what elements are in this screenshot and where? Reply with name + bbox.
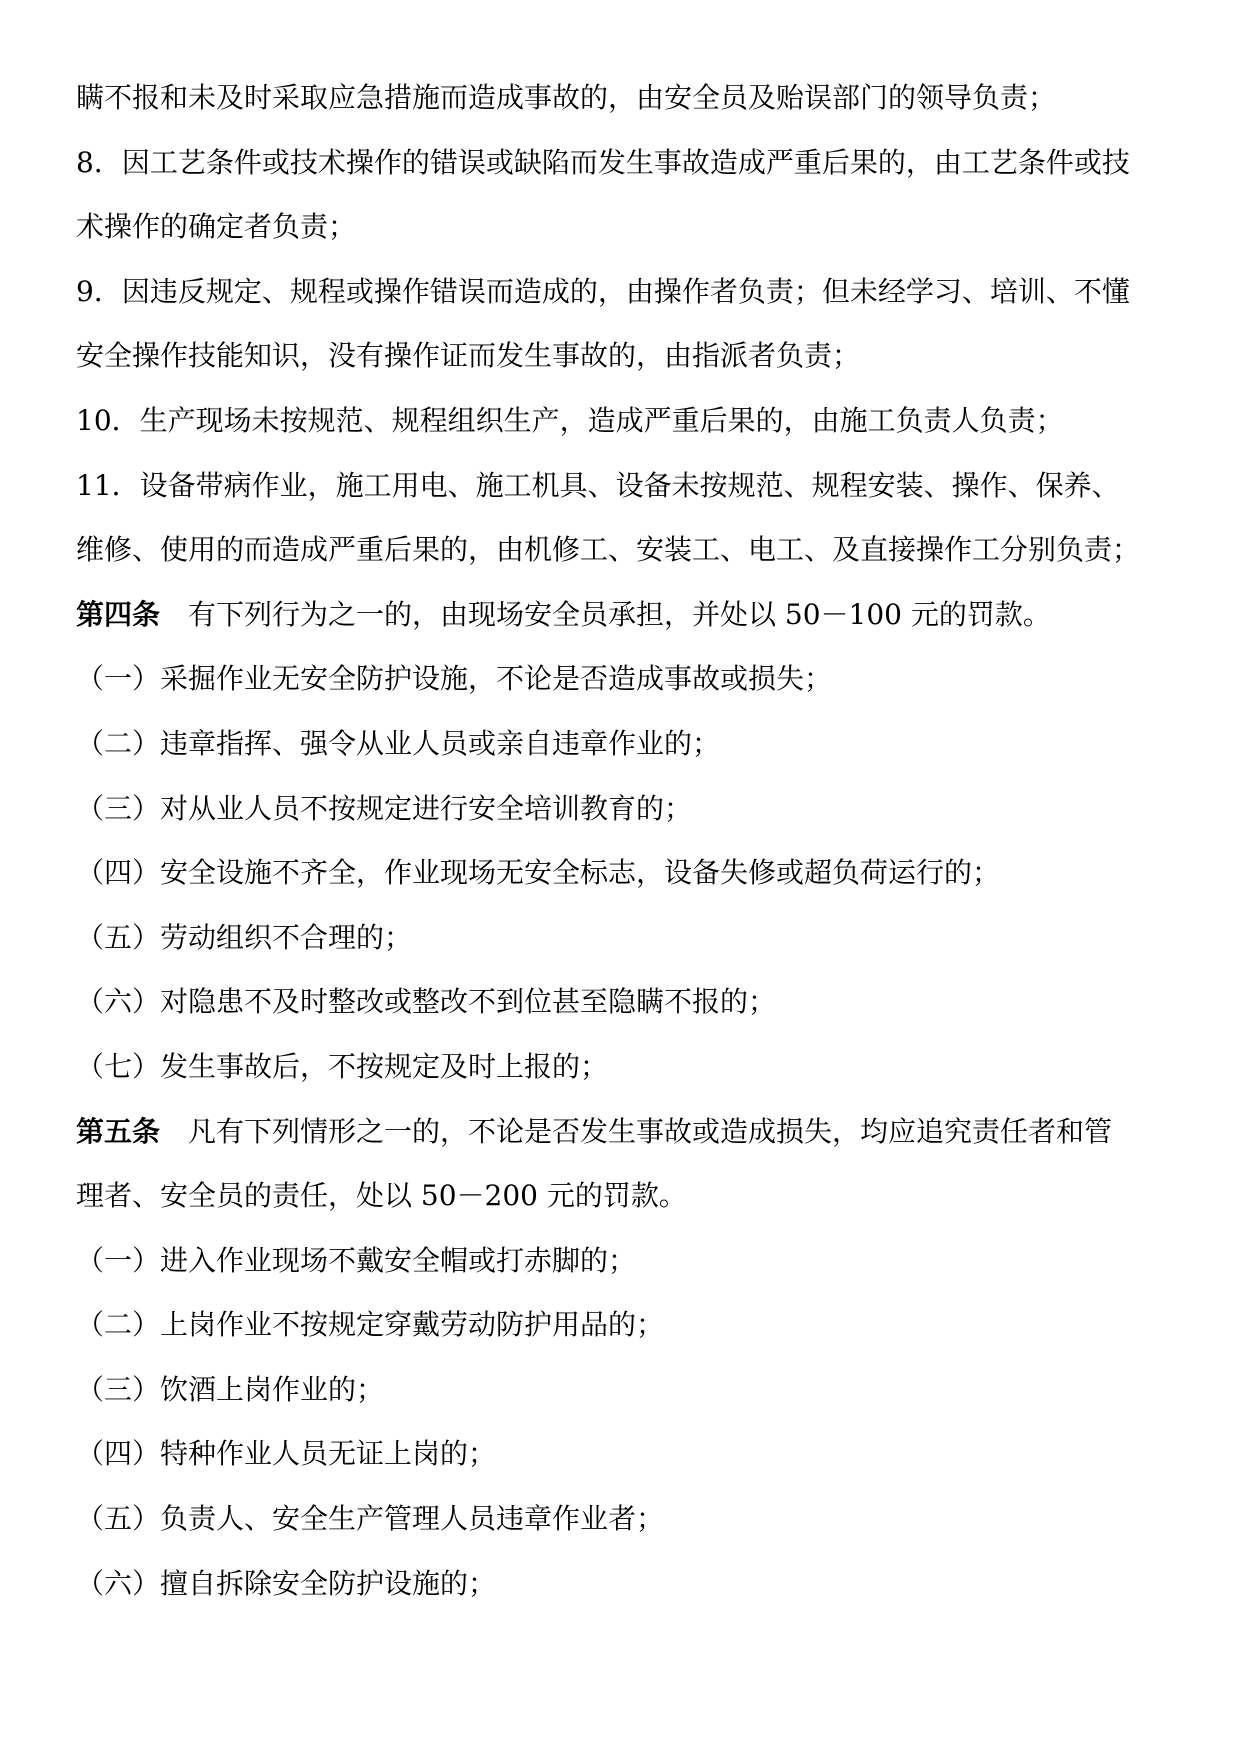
line-text: 术操作的确定者负责； xyxy=(76,210,357,244)
list-item xyxy=(76,1552,1166,1617)
line-text: （三）对从业人员不按规定进行安全培训教育的； xyxy=(76,791,693,825)
line-text: （四）特种作业人员无证上岗的； xyxy=(76,1437,497,1471)
text-line xyxy=(76,518,1166,583)
line-text: （一）进入作业现场不戴安全帽或打赤脚的； xyxy=(76,1243,637,1277)
text-line xyxy=(76,454,1166,519)
text-line xyxy=(76,260,1166,325)
text-line xyxy=(76,195,1166,260)
document-page xyxy=(76,66,1166,1616)
list-item xyxy=(76,841,1166,906)
article-heading-line xyxy=(76,1100,1166,1165)
line-text: 11．设备带病作业，施工用电、施工机具、设备未按规范、规程安装、操作、保养、 xyxy=(76,468,1120,502)
line-text: （二）上岗作业不按规定穿戴劳动防护用品的； xyxy=(76,1308,665,1342)
line-text: 8．因工艺条件或技术操作的错误或缺陷而发生事故造成严重后果的，由工艺条件或技 xyxy=(76,145,1130,179)
line-text: （二）违章指挥、强令从业人员或亲自违章作业的； xyxy=(76,726,721,760)
article-heading-line xyxy=(76,583,1166,648)
line-text: （五）劳动组织不合理的； xyxy=(76,920,413,954)
line-text: 瞒不报和未及时采取应急措施而造成事故的，由安全员及贻误部门的领导负责； xyxy=(76,81,1057,114)
list-item xyxy=(76,712,1166,777)
text-line xyxy=(76,1164,1166,1229)
line-text: （五）负责人、安全生产管理人员违章作业者； xyxy=(76,1502,665,1536)
text-line xyxy=(76,131,1166,196)
line-text: （一）采掘作业无安全防护设施，不论是否造成事故或损失； xyxy=(76,662,833,696)
line-text: 有下列行为之一的，由现场安全员承担，并处以 50－100 元的罚款。 xyxy=(188,597,1051,631)
line-text: （四）安全设施不齐全，作业现场无安全标志，设备失修或超负荷运行的； xyxy=(76,856,1001,890)
list-item xyxy=(76,1293,1166,1358)
line-text: （六）擅自拆除安全防护设施的； xyxy=(76,1566,497,1600)
article-label: 第四条 xyxy=(76,597,161,631)
line-text: 9．因违反规定、规程或操作错误而造成的，由操作者负责；但未经学习、培训、不懂 xyxy=(76,274,1130,308)
list-item xyxy=(76,1487,1166,1552)
list-item xyxy=(76,970,1166,1035)
list-item xyxy=(76,1035,1166,1100)
line-text: 维修、使用的而造成严重后果的，由机修工、安装工、电工、及直接操作工分别负责； xyxy=(76,533,1141,567)
list-item xyxy=(76,906,1166,971)
line-text: 10．生产现场未按规范、规程组织生产，造成严重后果的，由施工负责人负责； xyxy=(76,403,1064,437)
text-line xyxy=(76,324,1166,389)
line-text: （六）对隐患不及时整改或整改不到位甚至隐瞒不报的； xyxy=(76,985,777,1019)
list-item xyxy=(76,777,1166,842)
line-text: （七）发生事故后，不按规定及时上报的； xyxy=(76,1049,609,1083)
list-item xyxy=(76,1422,1166,1487)
list-item xyxy=(76,1358,1166,1423)
text-line xyxy=(76,389,1166,454)
line-text: 安全操作技能知识，没有操作证而发生事故的，由指派者负责； xyxy=(76,339,861,373)
article-label: 第五条 xyxy=(76,1114,161,1148)
list-item xyxy=(76,647,1166,712)
line-text: （三）饮酒上岗作业的； xyxy=(76,1372,385,1406)
line-text: 理者、安全员的责任，处以 50－200 元的罚款。 xyxy=(76,1179,687,1213)
list-item xyxy=(76,1229,1166,1294)
text-line xyxy=(76,66,1166,131)
line-text: 凡有下列情形之一的，不论是否发生事故或造成损失，均应追究责任者和管 xyxy=(188,1114,1113,1148)
